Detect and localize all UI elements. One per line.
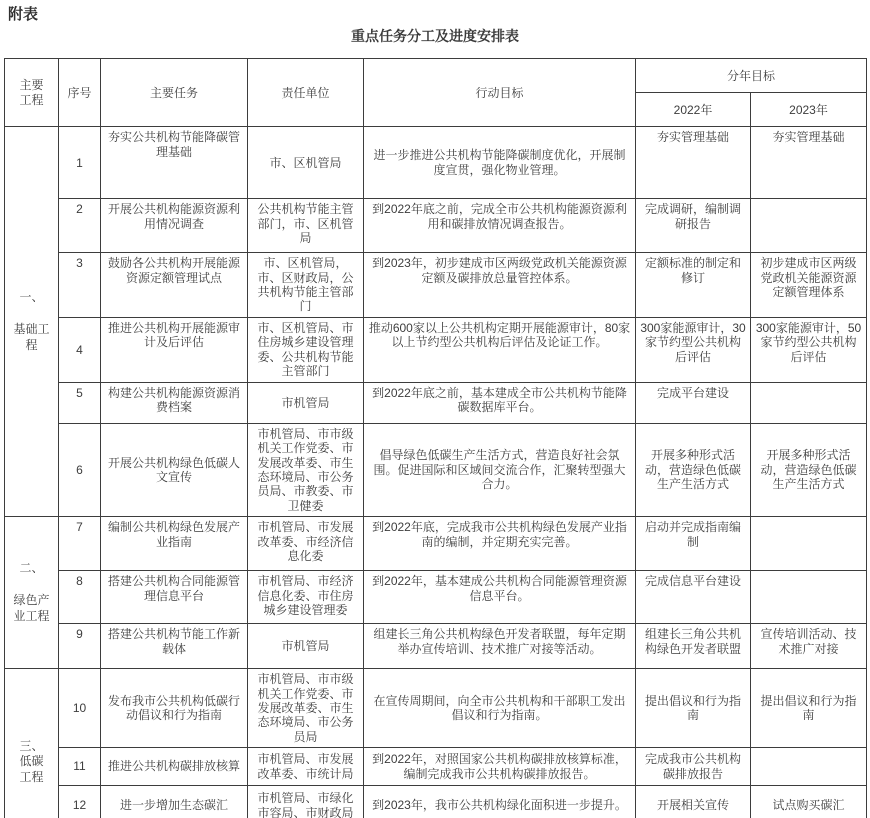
row-task: 开展公共机构绿色低碳人文宣传 bbox=[101, 423, 248, 516]
table-row bbox=[5, 253, 867, 318]
row-unit: 市、区机管局，市、区财政局，公共机构节能主管部门 bbox=[248, 253, 364, 318]
table-row bbox=[5, 571, 867, 624]
row-number: 7 bbox=[59, 517, 101, 571]
row-task: 推进公共机构碳排放核算 bbox=[101, 748, 248, 786]
row-task: 开展公共机构能源资源利用情况调查 bbox=[101, 199, 248, 253]
row-unit: 市机管局、市市级机关工作党委、市发展改革委、市生态环境局、市公务员局 bbox=[248, 669, 364, 748]
row-task: 推进公共机构开展能源审计及后评估 bbox=[101, 317, 248, 382]
row-task: 发布我市公共机构低碳行动倡议和行为指南 bbox=[101, 669, 248, 748]
table-row bbox=[5, 423, 867, 516]
row-target-2022: 开展多种形式活动，营造绿色低碳生产生活方式 bbox=[636, 423, 751, 516]
row-goal: 进一步推进公共机构节能降碳制度优化，开展制度宣贯，强化物业管理。 bbox=[364, 127, 636, 199]
row-unit: 市、区机管局 bbox=[248, 127, 364, 199]
row-number: 3 bbox=[59, 253, 101, 318]
row-unit: 市机管局 bbox=[248, 624, 364, 669]
section-text: 二、 bbox=[19, 561, 44, 576]
table-row bbox=[5, 517, 867, 571]
row-target-2022: 完成调研，编制调研报告 bbox=[636, 199, 751, 253]
row-goal: 到2022年，基本建成公共机构合同能源管理资源信息平台。 bbox=[364, 571, 636, 624]
table-row bbox=[5, 624, 867, 669]
header-responsible-unit: 责任单位 bbox=[248, 59, 364, 127]
section-text: 绿色产 bbox=[13, 592, 50, 607]
header-action-goal: 行动目标 bbox=[364, 59, 636, 127]
section-label-basic-project bbox=[5, 127, 59, 517]
row-target-2023 bbox=[751, 748, 867, 786]
row-goal: 倡导绿色低碳生产生活方式，营造良好社会氛围。促进国际和区域间交流合作，汇聚转型强大合力。 bbox=[364, 423, 636, 516]
row-number: 6 bbox=[59, 423, 101, 516]
row-target-2022: 完成平台建设 bbox=[636, 382, 751, 423]
section-text: 业工程 bbox=[13, 608, 50, 623]
row-target-2022: 组建长三角公共机构绿色开发者联盟 bbox=[636, 624, 751, 669]
row-task: 构建公共机构能源资源消费档案 bbox=[101, 382, 248, 423]
row-target-2022: 启动并完成指南编制 bbox=[636, 517, 751, 571]
section-text: 低碳 bbox=[19, 754, 44, 769]
row-unit: 市机管局、市经济信息化委、市住房城乡建设管理委 bbox=[248, 571, 364, 624]
table-row bbox=[5, 669, 867, 748]
row-number: 5 bbox=[59, 382, 101, 423]
row-goal: 推动600家以上公共机构定期开展能源审计，80家以上节约型公共机构后评估及论证工作。 bbox=[364, 317, 636, 382]
table-row bbox=[5, 127, 867, 199]
row-task: 编制公共机构绿色发展产业指南 bbox=[101, 517, 248, 571]
row-target-2023: 试点购买碳汇 bbox=[751, 786, 867, 818]
row-goal: 到2022年底之前，完成全市公共机构能源资源利用和碳排放情况调查报告。 bbox=[364, 199, 636, 253]
section-text: 一、 bbox=[19, 290, 44, 305]
row-target-2023: 开展多种形式活动，营造绿色低碳生产生活方式 bbox=[751, 423, 867, 516]
row-target-2023 bbox=[751, 199, 867, 253]
row-goal: 到2022年，对照国家公共机构碳排放核算标准，编制完成我市公共机构碳排放报告。 bbox=[364, 748, 636, 786]
section-label-green-industry-project bbox=[5, 517, 59, 669]
row-goal: 到2023年，初步建成市区两级党政机关能源资源定额及碳排放总量管控体系。 bbox=[364, 253, 636, 318]
row-target-2022: 完成信息平台建设 bbox=[636, 571, 751, 624]
row-task: 搭建公共机构合同能源管理信息平台 bbox=[101, 571, 248, 624]
row-target-2022: 定额标准的制定和修订 bbox=[636, 253, 751, 318]
section-text: 程 bbox=[25, 337, 38, 352]
row-task: 搭建公共机构节能工作新载体 bbox=[101, 624, 248, 669]
table-row bbox=[5, 199, 867, 253]
row-task: 夯实公共机构节能降碳管理基础 bbox=[101, 127, 248, 199]
header-annual-goal: 分年目标 bbox=[636, 59, 867, 93]
table-row bbox=[5, 748, 867, 786]
row-goal: 到2023年，我市公共机构绿化面积进一步提升。 bbox=[364, 786, 636, 818]
header-year-2023: 2023年 bbox=[751, 93, 867, 127]
section-text: 三、 bbox=[19, 738, 44, 753]
table-row bbox=[5, 317, 867, 382]
row-number: 9 bbox=[59, 624, 101, 669]
row-target-2023 bbox=[751, 517, 867, 571]
table-row bbox=[5, 786, 867, 818]
tasks-table bbox=[4, 58, 867, 818]
row-goal: 在宣传周期间，向全市公共机构和干部职工发出倡议和行为指南。 bbox=[364, 669, 636, 748]
row-goal: 到2022年底，完成我市公共机构绿色发展产业指南的编制，并定期充实完善。 bbox=[364, 517, 636, 571]
row-target-2023: 初步建成市区两级党政机关能源资源定额管理体系 bbox=[751, 253, 867, 318]
row-task: 进一步增加生态碳汇 bbox=[101, 786, 248, 818]
section-text: 工程 bbox=[19, 769, 44, 784]
row-target-2022: 开展相关宣传 bbox=[636, 786, 751, 818]
row-goal: 到2022年底之前，基本建成全市公共机构节能降碳数据库平台。 bbox=[364, 382, 636, 423]
row-number: 1 bbox=[59, 127, 101, 199]
section-text: 基础工 bbox=[13, 321, 50, 336]
header-main-project: 主要工程 bbox=[5, 59, 59, 127]
row-unit: 市机管局、市发展改革委、市经济信息化委 bbox=[248, 517, 364, 571]
row-unit: 市机管局、市发展改革委、市统计局 bbox=[248, 748, 364, 786]
row-unit: 市机管局、市绿化市容局、市财政局 bbox=[248, 786, 364, 818]
row-target-2023 bbox=[751, 382, 867, 423]
row-target-2023 bbox=[751, 571, 867, 624]
row-goal: 组建长三角公共机构绿色开发者联盟，每年定期举办宣传培训、技术推广对接等活动。 bbox=[364, 624, 636, 669]
row-target-2023: 宣传培训活动、技术推广对接 bbox=[751, 624, 867, 669]
row-number: 10 bbox=[59, 669, 101, 748]
row-number: 4 bbox=[59, 317, 101, 382]
corner-label: 附表 bbox=[8, 6, 39, 23]
row-unit: 公共机构节能主管部门，市、区机管局 bbox=[248, 199, 364, 253]
section-label-low-carbon-project bbox=[5, 669, 59, 818]
row-target-2023: 夯实管理基础 bbox=[751, 127, 867, 199]
row-target-2022: 夯实管理基础 bbox=[636, 127, 751, 199]
row-number: 11 bbox=[59, 748, 101, 786]
row-number: 2 bbox=[59, 199, 101, 253]
row-target-2023: 提出倡议和行为指南 bbox=[751, 669, 867, 748]
row-target-2022: 完成我市公共机构碳排放报告 bbox=[636, 748, 751, 786]
header-year-2022: 2022年 bbox=[636, 93, 751, 127]
row-number: 12 bbox=[59, 786, 101, 818]
row-target-2023: 300家能源审计，50家节约型公共机构后评估 bbox=[751, 317, 867, 382]
row-unit: 市机管局、市市级机关工作党委、市发展改革委、市生态环境局、市公务员局、市教委、市卫健委 bbox=[248, 423, 364, 516]
header-serial: 序号 bbox=[59, 59, 101, 127]
table-row bbox=[5, 382, 867, 423]
row-target-2022: 提出倡议和行为指南 bbox=[636, 669, 751, 748]
row-number: 8 bbox=[59, 571, 101, 624]
row-unit: 市机管局 bbox=[248, 382, 364, 423]
header-main-task: 主要任务 bbox=[101, 59, 248, 127]
row-unit: 市、区机管局、市住房城乡建设管理委、公共机构节能主管部门 bbox=[248, 317, 364, 382]
row-target-2022: 300家能源审计，30家节约型公共机构后评估 bbox=[636, 317, 751, 382]
row-task: 鼓励各公共机构开展能源资源定额管理试点 bbox=[101, 253, 248, 318]
page-title: 重点任务分工及进度安排表 bbox=[351, 27, 519, 44]
